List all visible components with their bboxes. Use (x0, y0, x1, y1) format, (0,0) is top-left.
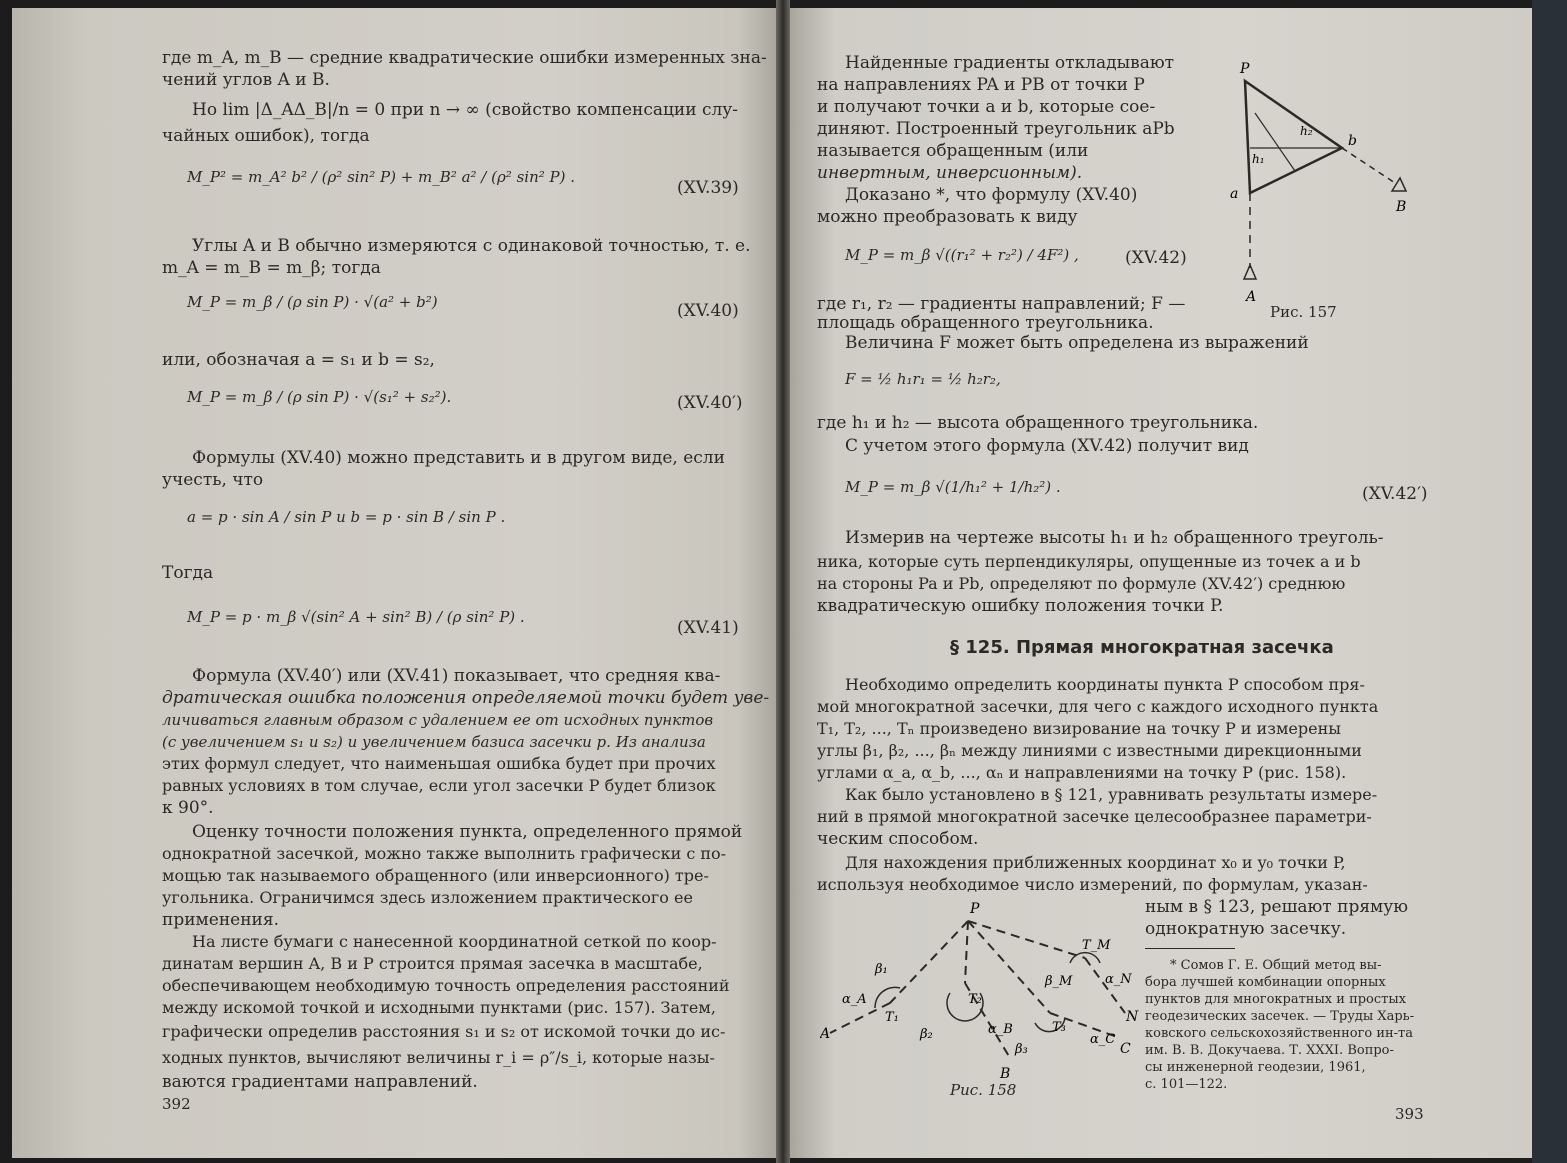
footnote-line: сы инженерной геодезии, 1961, (1145, 1060, 1366, 1075)
text-line: графически определив расстояния s₁ и s₂ от искомой точки до ис- (162, 1022, 726, 1041)
table-background (1532, 0, 1567, 1163)
text-line: инвертным, инверсионным). (817, 163, 1083, 183)
text-line: С учетом этого формула (XV.42) получит вид (845, 436, 1249, 456)
text-line: Как было установлено в § 121, уравнивать результаты измере- (845, 785, 1378, 804)
footnote-line: им. В. В. Докучаева. Т. XXXI. Вопро- (1145, 1043, 1394, 1058)
equation: M_P = m_β √(1/h₁² + 1/h₂²) . (845, 478, 1061, 496)
footnote-line: бора лучшей комбинации опорных (1145, 975, 1386, 990)
text-line: дратическая ошибка положения определяемой точки будет уве- (162, 688, 770, 708)
text-line: Измерив на чертеже высоты h₁ и h₂ обращенного треуголь- (845, 528, 1384, 548)
fig-label: α_B (988, 1022, 1013, 1037)
footnote-line: пунктов для многократных и простых (1145, 992, 1407, 1007)
text-line: мой многократной засечки, для чего с каждого исходного пункта (817, 697, 1379, 716)
text-line: Формула (XV.40′) или (XV.41) показывает, что средняя ква- (192, 666, 721, 686)
fig-label: β₃ (1015, 1042, 1028, 1057)
equation-number: (XV.40) (677, 301, 739, 321)
figure-caption: Рис. 158 (950, 1081, 1017, 1099)
text-line: где r₁, r₂ — градиенты направлений; F — (817, 294, 1186, 314)
text-line: угольника. Ограничимся здесь изложением практического ее (162, 888, 693, 907)
text-line: углами α_a, α_b, ..., αₙ и направлениями на точку P (рис. 158). (817, 763, 1347, 782)
fig-label: P (1240, 61, 1250, 77)
fig-label: a (1230, 186, 1239, 202)
text-line: площадь обращенного треугольника. (817, 313, 1154, 333)
text-line: где m_A, m_B — средние квадратические ошибки измеренных зна- (162, 48, 767, 68)
equation: M_P = m_β / (ρ sin P) · √(s₁² + s₂²). (187, 388, 452, 406)
sight-line (890, 921, 968, 1003)
footnote-line: ковского сельскохозяйственного ин-та (1145, 1026, 1414, 1041)
fig-label: A (820, 1026, 831, 1042)
equation: M_P = m_β / (ρ sin P) · √(a² + b²) (187, 293, 438, 311)
text-line: или, обозначая a = s₁ и b = s₂, (162, 350, 435, 370)
text-line: m_A = m_B = m_β; тогда (162, 258, 381, 278)
text-line: динатам вершин A, B и P строится прямая засечка в масштабе, (162, 954, 703, 973)
text-line: ным в § 123, решают прямую (1145, 897, 1409, 917)
fig-label: α_A (842, 992, 867, 1007)
text-line: равных условиях в том случае, если угол засечки P будет близок (162, 776, 716, 795)
text-line: используя необходимое число измерений, по формулам, указан- (817, 875, 1368, 894)
book-gutter (776, 0, 790, 1163)
text-line: называется обращенным (или (817, 141, 1089, 161)
text-line: Но lim |Δ_AΔ_B|/n = 0 при n → ∞ (свойство компенсации слу- (192, 100, 739, 120)
fig-label: h₁ (1252, 152, 1265, 166)
fig-label: β₂ (920, 1027, 933, 1042)
footnote-line: геодезических засечек. — Труды Харь- (1145, 1009, 1415, 1024)
text-line: этих формул следует, что наименьшая ошибка будет при прочих (162, 754, 716, 773)
text-line: углы β₁, β₂, ..., βₙ между линиями с известными дирекционными (817, 741, 1362, 760)
text-line: ний в прямой многократной засечке целесообразнее параметри- (817, 807, 1372, 826)
text-line: однократной засечкой, можно также выполнить графически с по- (162, 844, 727, 863)
sight-line (965, 921, 968, 983)
text-line: на направлениях PA и PB от точки P (817, 75, 1145, 95)
fig-label: N (1126, 1009, 1139, 1025)
fig-label: α_C (1090, 1032, 1116, 1047)
equation: a = p · sin A / sin P и b = p · sin B / sin P . (187, 508, 506, 526)
fig-label: T₂ (968, 992, 982, 1007)
equation: M_P² = m_A² b² / (ρ² sin² P) + m_B² a² / (ρ² sin² P) . (187, 168, 575, 186)
equation: M_P = m_β √((r₁² + r₂²) / 4F²) , (845, 246, 1079, 264)
text-line: Для нахождения приближенных координат x₀ и y₀ точки P, (845, 853, 1346, 872)
page-number: 393 (1395, 1105, 1424, 1123)
text-line: можно преобразовать к виду (817, 207, 1078, 227)
text-line: где h₁ и h₂ — высота обращенного треугольника. (817, 413, 1259, 433)
figure-158 (820, 893, 1145, 1108)
footnote-rule (1145, 948, 1235, 949)
sight-line (968, 921, 1085, 958)
text-line: к 90°. (162, 798, 214, 818)
fig-label: B (1000, 1066, 1011, 1082)
fig-label: P (970, 901, 980, 917)
equation-number: (XV.42) (1125, 248, 1187, 268)
fig-label: β_M (1045, 974, 1073, 989)
fig-label: T₃ (1052, 1020, 1066, 1035)
text-line: ходных пунктов, вычисляют величины r_i = ρ″/s_i, которые назы- (162, 1048, 715, 1067)
fig-label: B (1396, 199, 1407, 215)
text-line: чайных ошибок), тогда (162, 126, 370, 146)
text-line: T₁, T₂, ..., Tₙ произведено визирование на точку P и измерены (817, 719, 1341, 738)
text-line: на стороны Pa и Pb, определяют по формуле (XV.42′) среднюю (817, 574, 1346, 593)
text-line: мощью так называемого обращенного (или инверсионного) тре- (162, 866, 709, 885)
right-page (790, 8, 1532, 1158)
text-line: квадратическую ошибку положения точки P. (817, 596, 1224, 616)
text-line: применения. (162, 910, 280, 930)
text-line: Тогда (162, 563, 214, 583)
fig-label: C (1120, 1041, 1131, 1057)
text-line: диняют. Построенный треугольник aPb (817, 119, 1175, 139)
text-line: Величина F может быть определена из выражений (845, 333, 1309, 353)
equation: M_P = p · m_β √(sin² A + sin² B) / (ρ sin² P) . (187, 608, 525, 626)
text-line: личиваться главным образом с удалением ее от исходных пунктов (162, 711, 714, 729)
text-line: Доказано *, что формулу (XV.40) (845, 185, 1138, 205)
triangle-mark-icon (1392, 178, 1406, 191)
direction-line-pb (1342, 148, 1395, 183)
left-page (12, 8, 776, 1158)
footnote-line: * Сомов Г. Е. Общий метод вы- (1170, 958, 1382, 973)
text-line: чений углов A и B. (162, 70, 330, 90)
fig-label: β₁ (875, 962, 888, 977)
text-line: однократную засечку. (1145, 919, 1347, 939)
figure-157 (1210, 53, 1420, 313)
text-line: ческим способом. (817, 829, 979, 849)
fig-label: A (1246, 289, 1257, 305)
equation-number: (XV.41) (677, 618, 739, 638)
text-line: Необходимо определить координаты пункта P способом пря- (845, 675, 1365, 694)
text-line: Оценку точности положения пункта, определенного прямой (192, 822, 743, 842)
page-number: 392 (162, 1095, 191, 1113)
text-line: (с увеличением s₁ и s₂) и увеличением базиса засечки p. Из анализа (162, 733, 706, 751)
section-heading: § 125. Прямая многократная засечка (950, 637, 1334, 658)
equation-number: (XV.42′) (1362, 484, 1428, 504)
fig-label: b (1348, 133, 1357, 149)
fig-label: α_N (1105, 972, 1132, 987)
inverse-triangle (1245, 81, 1342, 193)
text-line: обеспечивающем необходимую точность определения расстояний (162, 976, 730, 995)
text-line: Найденные градиенты откладывают (845, 53, 1175, 73)
text-line: На листе бумаги с нанесенной координатной сеткой по коор- (192, 932, 717, 951)
figure-caption: Рис. 157 (1270, 303, 1337, 321)
fig-label: T₁ (885, 1010, 899, 1025)
text-line: между искомой точкой и исходными пунктами (рис. 157). Затем, (162, 998, 716, 1017)
fig-label: h₂ (1300, 124, 1313, 138)
footnote-line: с. 101—122. (1145, 1077, 1228, 1092)
fig-label: T_M (1082, 938, 1111, 953)
text-line: Углы A и B обычно измеряются с одинаковой точностью, т. е. (192, 236, 751, 256)
text-line: и получают точки a и b, которые сое- (817, 97, 1156, 117)
equation: F = ½ h₁r₁ = ½ h₂r₂, (845, 370, 1001, 388)
base-line (830, 1003, 890, 1033)
text-line: ника, которые суть перпендикуляры, опущенные из точек a и b (817, 552, 1361, 571)
equation-number: (XV.40′) (677, 393, 743, 413)
text-line: учесть, что (162, 470, 264, 490)
equation-number: (XV.39) (677, 178, 739, 198)
text-line: Формулы (XV.40) можно представить и в другом виде, если (192, 448, 725, 468)
text-line: ваются градиентами направлений. (162, 1072, 478, 1092)
